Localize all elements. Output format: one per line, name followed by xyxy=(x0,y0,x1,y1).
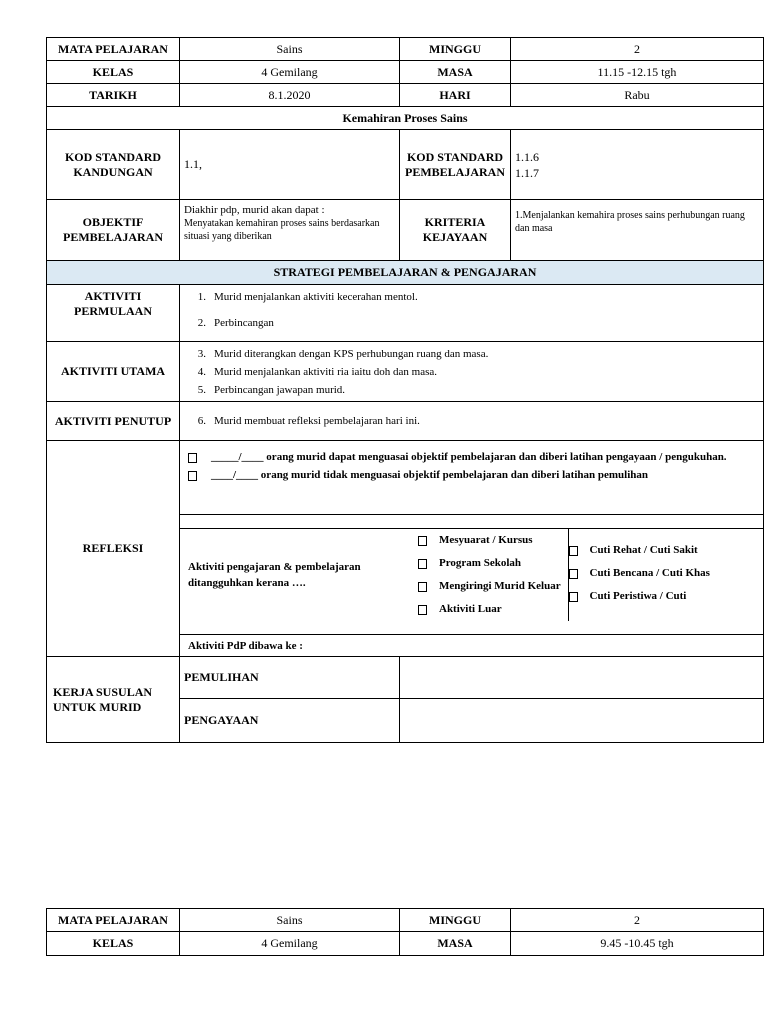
day-value: Rabu xyxy=(511,84,764,107)
option-meeting[interactable]: Mesyuarat / Kursus xyxy=(418,529,568,552)
reflection-line-2: ____/____ orang murid tidak menguasai objektif pembelajaran dan diberi latihan pemulihan xyxy=(188,467,759,484)
option-leave-sick[interactable]: Cuti Rehat / Cuti Sakit xyxy=(569,539,765,562)
skill-title: Kemahiran Proses Sains xyxy=(47,107,764,130)
subject-label: MATA PELAJARAN xyxy=(47,909,180,932)
class-label: KELAS xyxy=(47,932,180,956)
learning-standard-1: 1.1.6 xyxy=(515,149,539,164)
time-label: MASA xyxy=(400,61,511,84)
class-label: KELAS xyxy=(47,61,180,84)
time-value: 11.15 -12.15 tgh xyxy=(511,61,764,84)
week-value: 2 xyxy=(511,909,764,932)
checkbox-icon[interactable] xyxy=(418,582,427,592)
postponed-cell xyxy=(180,515,764,635)
list-item: 2. Perbincangan xyxy=(197,317,274,329)
opening-activity-label: AKTIVITI PERMULAAN xyxy=(47,285,180,342)
option-event-leave[interactable]: Cuti Peristiwa / Cuti xyxy=(569,585,765,608)
checkbox-icon[interactable] xyxy=(569,592,578,602)
time-value: 9.45 -10.45 tgh xyxy=(511,932,764,956)
list-item: 4. Murid menjalankan aktiviti ria iaitu doh dan masa. xyxy=(197,366,437,378)
day-label: HARI xyxy=(400,84,511,107)
subject-value: Sains xyxy=(180,909,400,932)
postponed-inner xyxy=(180,528,764,621)
main-activity-cell xyxy=(180,342,764,402)
remedial-label: PEMULIHAN xyxy=(180,657,400,699)
date-label: TARIKH xyxy=(47,84,180,107)
opening-activity-cell xyxy=(180,285,764,342)
objective-intro: Diakhir pdp, murid akan dapat : xyxy=(184,204,325,216)
carried-over-text: Aktiviti PdP dibawa ke : xyxy=(180,635,764,657)
reflection-label: REFLEKSI xyxy=(47,441,180,657)
week-value: 2 xyxy=(511,38,764,61)
postponed-options-right xyxy=(568,529,764,622)
list-item: 1. Murid menjalankan aktiviti kecerahan mentol. xyxy=(197,291,418,303)
option-outside-activity[interactable]: Aktiviti Luar xyxy=(418,598,568,621)
subject-value: Sains xyxy=(180,38,400,61)
option-disaster-leave[interactable]: Cuti Bencana / Cuti Khas xyxy=(569,562,765,585)
checkbox-icon[interactable] xyxy=(418,559,427,569)
remedial-value[interactable] xyxy=(400,657,764,699)
checkbox-icon[interactable] xyxy=(418,536,427,546)
checkbox-icon[interactable] xyxy=(569,546,578,556)
postponed-options-left xyxy=(418,529,568,622)
enrichment-label: PENGAYAAN xyxy=(180,699,400,743)
checkbox-icon[interactable] xyxy=(188,471,197,481)
list-item: 5. Perbincangan jawapan murid. xyxy=(197,384,346,396)
criteria-text: 1.Menjalankan kemahira proses sains perhubungan ruang dan masa xyxy=(511,200,764,261)
learning-standard-label: KOD STANDARD PEMBELAJARAN xyxy=(400,130,511,200)
checkbox-icon[interactable] xyxy=(418,605,427,615)
time-label: MASA xyxy=(400,932,511,956)
class-value: 4 Gemilang xyxy=(180,932,400,956)
objective-cell xyxy=(180,200,400,261)
closing-activity-cell xyxy=(180,402,764,441)
week-label: MINGGU xyxy=(400,909,511,932)
followup-label: KERJA SUSULAN UNTUK MURID xyxy=(47,657,180,743)
main-activity-label: AKTIVITI UTAMA xyxy=(47,342,180,402)
postponed-text: Aktiviti pengajaran & pembelajaran ditangguhkan kerana …. xyxy=(180,529,418,622)
learning-standard-2: 1.1.7 xyxy=(515,165,539,180)
objective-label: OBJEKTIF PEMBELAJARAN xyxy=(47,200,180,261)
criteria-label: KRITERIA KEJAYAAN xyxy=(400,200,511,261)
option-school-program[interactable]: Program Sekolah xyxy=(418,552,568,575)
class-value: 4 Gemilang xyxy=(180,61,400,84)
reflection-lines xyxy=(180,441,764,515)
closing-activity-label: AKTIVITI PENUTUP xyxy=(47,402,180,441)
list-item: 6. Murid membuat refleksi pembelajaran hari ini. xyxy=(197,415,420,427)
date-value: 8.1.2020 xyxy=(180,84,400,107)
subject-label: MATA PELAJARAN xyxy=(47,38,180,61)
checkbox-icon[interactable] xyxy=(188,453,197,463)
objective-text: Menyatakan kemahiran proses sains berdasarkan situasi yang diberikan xyxy=(184,218,380,242)
content-standard-value: 1.1, xyxy=(180,130,400,200)
checkbox-icon[interactable] xyxy=(569,569,578,579)
reflection-line-1: _____/____ orang murid dapat menguasai objektif pembelajaran dan diberi latihan pengayaan / pengukuhan. xyxy=(188,449,759,466)
lesson-plan-table-2 xyxy=(46,908,764,956)
strategy-title: STRATEGI PEMBELAJARAN & PENGAJARAN xyxy=(47,261,764,285)
learning-standard-values xyxy=(511,130,764,200)
list-item: 3. Murid diterangkan dengan KPS perhubungan ruang dan masa. xyxy=(197,348,489,360)
content-standard-label: KOD STANDARD KANDUNGAN xyxy=(47,130,180,200)
lesson-plan-table xyxy=(46,37,764,743)
enrichment-value[interactable] xyxy=(400,699,764,743)
week-label: MINGGU xyxy=(400,38,511,61)
option-escort-students[interactable]: Mengiringi Murid Keluar xyxy=(418,575,568,598)
